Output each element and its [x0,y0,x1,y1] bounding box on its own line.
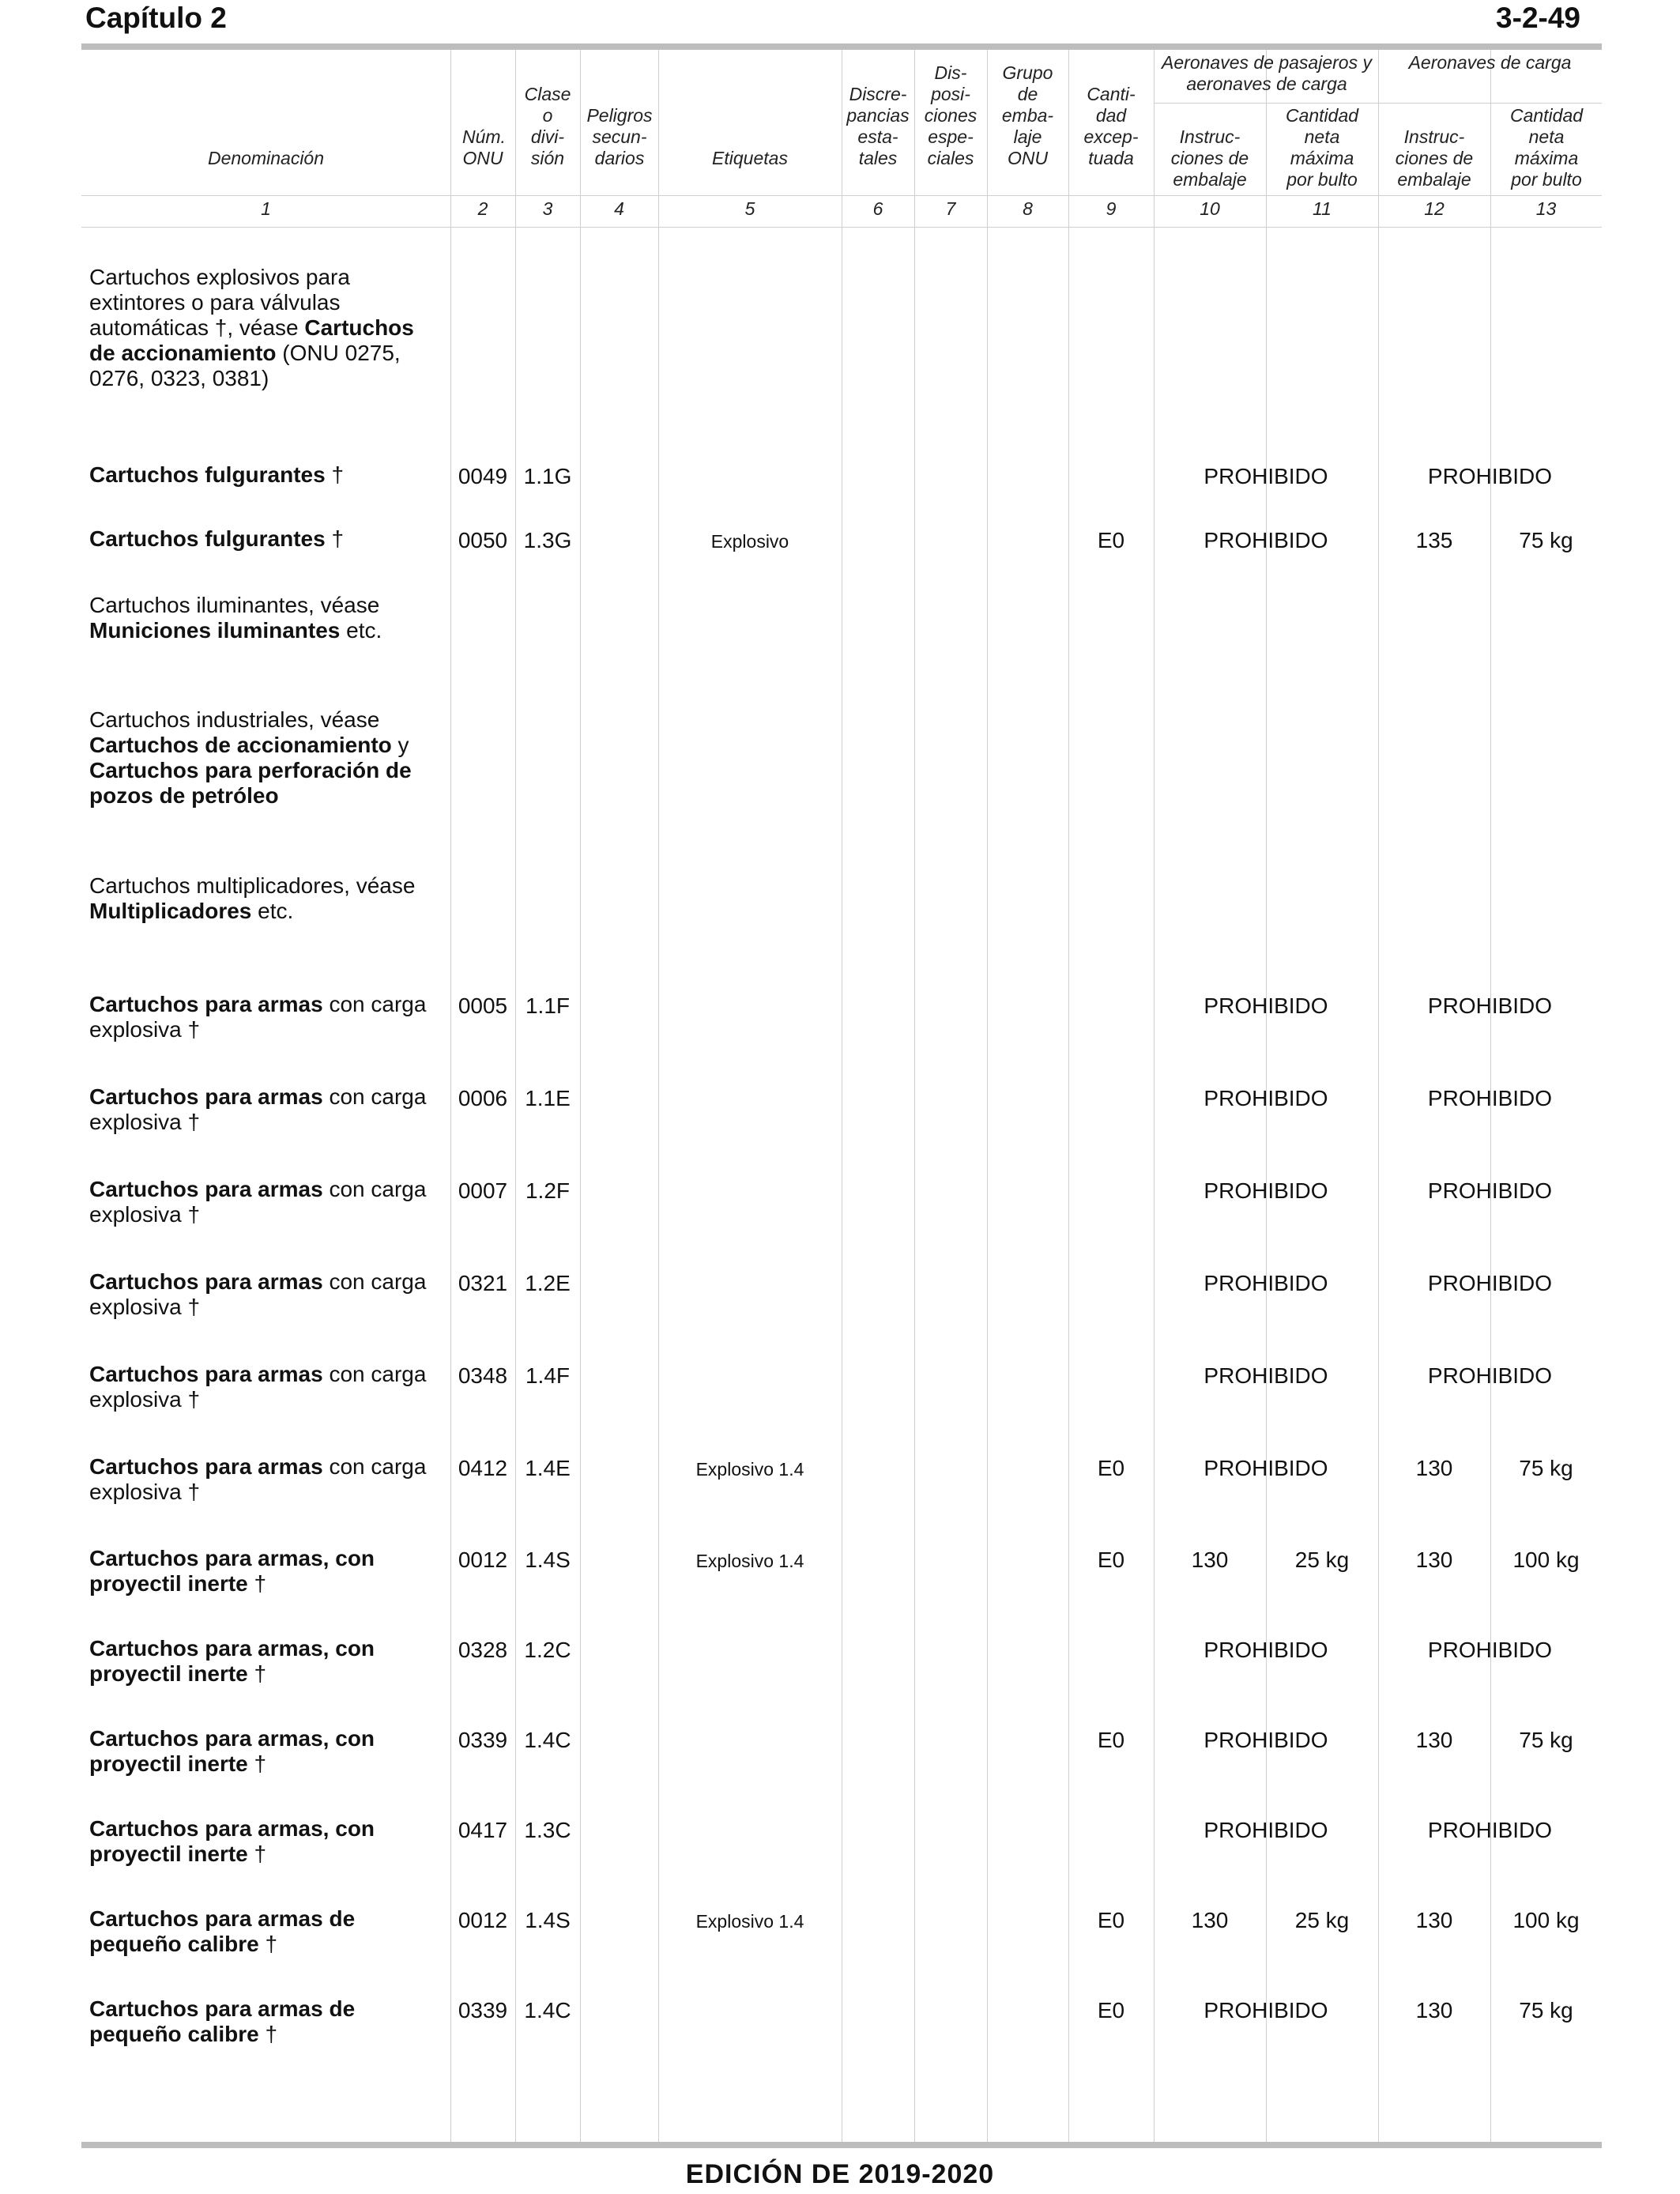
cell-un: 0339 [458,1728,508,1752]
denominacion-cell [89,1084,445,1135]
denominacion-bold: Cartuchos para armas [89,1177,323,1201]
col-number: 1 [261,198,271,219]
header-cantidad-exceptuada: Canti- dad excep- tuada [1083,84,1139,168]
cell-cargo: PROHIBIDO [1427,1363,1553,1388]
denominacion-text: † [247,1842,267,1866]
denominacion-bold: Cartuchos fulgurantes [89,526,326,551]
denominacion-cell [89,1546,445,1596]
chapter-title: Capítulo 2 [85,2,227,34]
cell-q11: 25 kg [1294,1908,1350,1932]
denominacion-cell [89,1906,445,1957]
denominacion-text: † [325,526,345,551]
reference-target: Multiplicadores [89,899,252,923]
denominacion-bold: Cartuchos fulgurantes [89,462,326,487]
reference-text: (ONU 0275, 0276, 0323, 0381) [89,341,401,390]
denominacion-bold: Cartuchos para armas, con proyectil inerte [89,1636,375,1686]
colnum-rule [81,227,1602,228]
cell-cargo: PROHIBIDO [1427,993,1553,1018]
reference-text: Cartuchos industriales, véase [89,707,380,732]
cell-pi12: 130 [1415,1456,1453,1480]
cell-cls: 1.4C [524,1728,571,1752]
cell-pax: PROHIBIDO [1203,528,1328,552]
denominacion-text: † [247,1571,267,1596]
col-number: 9 [1106,198,1117,219]
denominacion-cell [89,1269,445,1320]
cell-cargo: PROHIBIDO [1427,464,1553,488]
denominacion-text: con carga explosiva † [89,1084,427,1134]
cell-q13: 75 kg [1519,528,1573,552]
denominacion-cell [89,1177,445,1227]
col-number: 4 [614,198,624,219]
reference-target: Cartuchos de accionamiento [89,315,414,365]
cell-cargo: PROHIBIDO [1427,1271,1553,1295]
cell-q13: 75 kg [1519,1998,1573,2022]
reference-target: Cartuchos para perforación de pozos de petróleo [89,758,412,808]
denominacion-bold: Cartuchos para armas, con proyectil inerte [89,1726,375,1776]
denominacion-cell [89,1996,445,2047]
cell-q13: 100 kg [1512,1908,1580,1932]
cell-cls: 1.4C [524,1998,571,2022]
cell-pax: PROHIBIDO [1203,1638,1328,1662]
col-number: 10 [1200,198,1220,219]
denominacion-text: † [258,2022,278,2046]
page-number: 3-2-49 [1496,2,1580,34]
denominacion-text: † [325,462,345,487]
reference-text: y [391,733,409,757]
col-number: 3 [542,198,553,219]
col-number: 5 [744,198,755,219]
bottom-rule [81,2142,1602,2148]
denominacion-text: † [258,1932,278,1956]
cell-label: Explosivo 1.4 [695,1459,804,1480]
denominacion-text: con carga explosiva † [89,1454,427,1504]
header-pax-instrucciones: Instruc- ciones de embalaje [1170,126,1249,190]
cell-un: 0006 [458,1086,508,1110]
reference-entry [89,593,445,643]
header-discrepancias: Discre- pancias esta- tales [846,84,910,168]
cell-un: 0012 [458,1908,508,1932]
header-cargo-instrucciones: Instruc- ciones de embalaje [1395,126,1474,190]
cell-exc: E0 [1097,1547,1125,1572]
header-pax-cantidad: Cantidad neta máxima por bulto [1285,105,1359,190]
denominacion-cell [89,526,445,552]
cell-un: 0049 [458,464,508,488]
col-number: 11 [1313,198,1332,219]
cell-cargo: PROHIBIDO [1427,1638,1553,1662]
denominacion-cell [89,1726,445,1777]
reference-entry [89,873,445,924]
cell-cargo: PROHIBIDO [1427,1818,1553,1842]
cell-q13: 75 kg [1519,1728,1573,1752]
reference-entry [89,707,445,809]
header-denominacion: Denominación [207,148,325,168]
cell-pax: PROHIBIDO [1203,1086,1328,1110]
cell-un: 0321 [458,1271,508,1295]
denominacion-bold: Cartuchos para armas, con proyectil inerte [89,1546,375,1596]
cell-q13: 100 kg [1512,1547,1580,1572]
denominacion-bold: Cartuchos para armas [89,992,323,1016]
header-disposiciones: Dis- posi- ciones espe- ciales [924,62,977,168]
reference-text: Cartuchos explosivos para extintores o para válvulas automáticas †, véase [89,265,350,340]
cell-cargo: PROHIBIDO [1427,1178,1553,1203]
cell-un: 0050 [458,528,508,552]
col-number: 6 [872,198,883,219]
cell-cargo: PROHIBIDO [1427,1086,1553,1110]
col-number: 12 [1424,198,1445,219]
cell-cls: 1.1F [525,993,571,1018]
cell-un: 0339 [458,1998,508,2022]
dangerous-goods-table [81,50,1602,2142]
cell-pax: PROHIBIDO [1203,1998,1328,2022]
denominacion-cell [89,992,445,1042]
cell-un: 0012 [458,1547,508,1572]
cell-cls: 1.2C [524,1638,571,1662]
cell-exc: E0 [1097,1728,1125,1752]
denominacion-bold: Cartuchos para armas de pequeño calibre [89,1906,356,1956]
cell-label: Explosivo [710,531,789,552]
denominacion-bold: Cartuchos para armas de pequeño calibre [89,1996,356,2046]
denominacion-text: con carga explosiva † [89,1177,427,1227]
cell-cls: 1.2E [525,1271,571,1295]
cell-q11: 25 kg [1294,1547,1350,1572]
cell-cls: 1.4S [525,1908,571,1932]
grid-line [1068,50,1069,2142]
header-rule [81,195,1602,196]
denominacion-text: † [247,1751,267,1776]
cell-pax: PROHIBIDO [1203,993,1328,1018]
header-group-cargo: Aeronaves de carga [1408,52,1572,73]
cell-cls: 1.3G [523,528,572,552]
denominacion-text: con carga explosiva † [89,1362,427,1412]
cell-pax: PROHIBIDO [1203,464,1328,488]
cell-un: 0328 [458,1638,508,1662]
denominacion-cell [89,462,445,488]
grid-line [987,50,988,2142]
cell-cls: 1.1G [523,464,572,488]
cell-label: Explosivo 1.4 [695,1911,804,1932]
cell-exc: E0 [1097,1456,1125,1480]
cell-un: 0005 [458,993,508,1018]
cell-q13: 75 kg [1519,1456,1573,1480]
reference-text: etc. [251,899,294,923]
denominacion-cell [89,1816,445,1867]
reference-target: Municiones iluminantes [89,618,341,643]
reference-target: Cartuchos de accionamiento [89,733,392,757]
col-number: 2 [477,198,488,219]
denominacion-text: † [247,1661,267,1686]
col-number: 8 [1023,198,1033,219]
cell-pax: PROHIBIDO [1203,1271,1328,1295]
header-peligros: Peligros secun- darios [586,105,653,168]
denominacion-bold: Cartuchos para armas [89,1084,323,1109]
cell-exc: E0 [1097,1998,1125,2022]
reference-text: Cartuchos multiplicadores, véase [89,873,416,898]
cell-pi12: 130 [1415,1998,1453,2022]
group-rule [1154,103,1602,104]
cell-cls: 1.4E [525,1456,571,1480]
header-etiquetas: Etiquetas [712,148,788,168]
cell-un: 0412 [458,1456,508,1480]
cell-cls: 1.4S [525,1547,571,1572]
denominacion-cell [89,1362,445,1412]
header-group-passenger: Aeronaves de pasajeros y aeronaves de carga [1162,52,1372,94]
reference-entry [89,265,445,391]
cell-un: 0348 [458,1363,508,1388]
denominacion-bold: Cartuchos para armas [89,1269,323,1294]
edition-footer: EDICIÓN DE 2019-2020 [685,2159,995,2189]
header-grupo-embalaje: Grupo de emba- laje ONU [1001,62,1054,168]
cell-exc: E0 [1097,528,1125,552]
cell-pax: PROHIBIDO [1203,1818,1328,1842]
cell-cls: 1.1E [525,1086,571,1110]
cell-pi12: 135 [1415,528,1453,552]
cell-un: 0007 [458,1178,508,1203]
cell-cls: 1.4F [525,1363,571,1388]
reference-text: etc. [340,618,382,643]
top-rule [81,43,1602,50]
denominacion-text: con carga explosiva † [89,1269,427,1319]
header-cargo-cantidad: Cantidad neta máxima por bulto [1509,105,1584,190]
denominacion-bold: Cartuchos para armas [89,1362,323,1386]
cell-pi12: 130 [1415,1908,1453,1932]
cell-pax: PROHIBIDO [1203,1178,1328,1203]
cell-pi10: 130 [1191,1908,1229,1932]
cell-pax: PROHIBIDO [1203,1728,1328,1752]
col-number: 13 [1535,198,1557,219]
reference-text: Cartuchos iluminantes, véase [89,593,380,617]
denominacion-cell [89,1636,445,1687]
grid-line [914,50,915,2142]
denominacion-cell [89,1454,445,1505]
header-clase: Clase o divi- sión [524,84,571,168]
col-number: 7 [945,198,956,219]
cell-pi12: 130 [1415,1547,1453,1572]
denominacion-text: con carga explosiva † [89,992,427,1042]
cell-label: Explosivo 1.4 [695,1551,804,1571]
grid-line [580,50,581,2142]
cell-pi12: 130 [1415,1728,1453,1752]
cell-exc: E0 [1097,1908,1125,1932]
header-num-onu: Núm. ONU [462,126,506,168]
cell-cls: 1.3C [524,1818,571,1842]
denominacion-bold: Cartuchos para armas, con proyectil inerte [89,1816,375,1866]
cell-cls: 1.2F [525,1178,571,1203]
cell-pax: PROHIBIDO [1203,1363,1328,1388]
grid-line [658,50,659,2142]
cell-un: 0417 [458,1818,508,1842]
denominacion-bold: Cartuchos para armas [89,1454,323,1479]
cell-pax: PROHIBIDO [1203,1456,1328,1480]
cell-pi10: 130 [1191,1547,1229,1572]
